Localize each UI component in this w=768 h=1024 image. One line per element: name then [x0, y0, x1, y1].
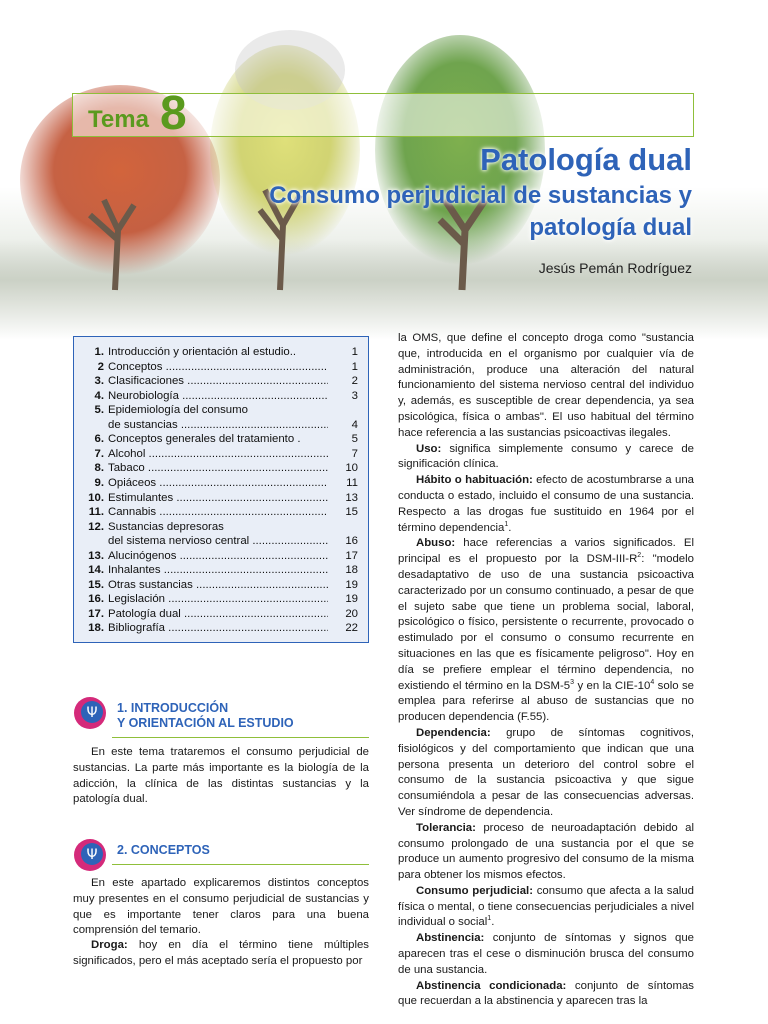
- toc-entry-page: 3: [351, 389, 358, 402]
- toc-entry-number: 17.: [88, 607, 104, 620]
- toc-entry-label: Alcohol .....: [108, 447, 328, 461]
- toc-entry-label: Alucinógenos .....: [108, 549, 328, 563]
- toc-entry-page: 19: [345, 593, 358, 606]
- tema-label: Tema: [88, 106, 149, 133]
- uso-definition: Uso: significa simplemente consumo y carece de significación clínica.: [398, 442, 694, 471]
- section-1-text: En este tema trataremos el consumo perjudicial de sustancias. La parte más importante es la biología de la adicción, la clínica de las distintas sustancias y la patología dual.: [73, 746, 369, 806]
- toc-entry-number: 14.: [88, 564, 104, 577]
- toc-entry-page: 13: [345, 491, 358, 504]
- toc-entry-page: 4: [351, 418, 358, 431]
- consumo-perjudicial-definition: Consumo perjudicial: consumo que afecta a la salud física o mental, o tiene consecuencias perjudiciales a nivel individual o social$^1$.: [398, 884, 694, 929]
- toc-entry-label: Inhalantes .....: [108, 563, 328, 577]
- toc-entry-page: 18: [345, 564, 358, 577]
- toc-entry-page: 16: [345, 535, 358, 548]
- habito-definition: Hábito o habituación: efecto de acostumbrarse a una conducta o estado, incluido el consumo de una sustancia. Respecto a las drogas fue sustituido en 1964 por el término dependencia$^1$.: [398, 474, 694, 534]
- toc-entry-label: Opiáceos .....: [108, 476, 328, 490]
- author-name: Jesús Pemán Rodríguez: [538, 260, 692, 276]
- section-2-rule: [112, 864, 369, 865]
- toc-entry-label: de sustancias .....: [108, 418, 328, 432]
- psi-head-icon: [73, 838, 107, 872]
- toc-entry-label: Bibliografía .....: [108, 621, 328, 635]
- tema-number: 8: [160, 87, 187, 140]
- toc-entry-label: Conceptos generales del tratamiento .: [108, 433, 301, 446]
- abuso-definition: Abuso: hace referencias a varios significados. El principal es el propuesto por la DSM-$III-R^2$: "modelo desadaptativo de uso de una sustancia psicoactiva caracterizado por un consumo continuado, a pesar de que el sujeto sabe que tiene un problema social, laboral, psicológico o físico, persistente o recurrente, provocado o estimulado por el consumo o consumo recurrente en situaciones en las que es físicamente peligroso". Hoy en día se prefiere emplear el término dependencia, no existiendo el término en la DSM-$5^3$ y en la CIE-$10^4$ solo se emplea para referirse al abuso de sustancias que no producen dependencia (F.55).: [398, 537, 695, 724]
- toc-entry-label: del sistema nervioso central .....: [108, 534, 328, 548]
- toc-entry-label: Cannabis .....: [108, 505, 328, 519]
- toc-entry-label: Otras sustancias .....: [108, 578, 328, 592]
- chapter-subtitle: Consumo perjudicial de sustancias y patología dual: [269, 182, 692, 241]
- toc-entry-number: 4.: [94, 389, 104, 402]
- tolerancia-definition: Tolerancia: proceso de neuroadaptación debido al consumo prolongado de una sustancia por el que se produce un aumento progresivo del consumo de la misma para obtener los mismos efectos.: [398, 821, 694, 882]
- toc-entry-label: Conceptos .....: [108, 360, 328, 374]
- toc-entry-number: 2: [97, 360, 104, 373]
- toc-entry-label: Neurobiología .....: [108, 389, 328, 403]
- toc-entry-label: Patología dual .....: [108, 607, 328, 621]
- toc-entry-number: 18.: [88, 622, 104, 635]
- toc-entry-page: 11: [346, 476, 358, 489]
- toc-entry-page: 5: [351, 433, 358, 446]
- toc-entry-label: Legislación .....: [108, 592, 328, 606]
- toc-entry-number: 8.: [94, 462, 104, 475]
- toc-entry-page: 2: [351, 375, 358, 388]
- toc-entry-number: 13.: [88, 549, 104, 562]
- dependencia-definition: Dependencia: grupo de síntomas cognitivos, fisiológicos y del comportamiento que indican que una persona presenta un deterioro del control sobre el consumo de la sustancia psicoactiva y que sigue consumiéndola a pesar de las consecuencias adversas. Ver síndrome de dependencia.: [398, 726, 694, 818]
- oms-paragraph: la OMS, que define el concepto droga como "sustancia que, introducida en el organismo por cualquier vía de administración, produce una alteración del natural funcionamiento del sistema nervioso central del individuo y, además, es susceptible de crear dependencia, ya sea psicológica, física o ambas". El uso habitual del término hace referencia a las sustancias psicoactivas ilegales.: [398, 332, 694, 439]
- toc-entry-number: 3.: [94, 375, 104, 388]
- chapter-title: Patología dual: [480, 142, 692, 177]
- toc-entry-label: Sustancias depresoras: [108, 520, 224, 533]
- toc-entry-number: 7.: [94, 447, 104, 460]
- toc-entry-page: 1: [351, 360, 358, 373]
- toc-entry-page: 10: [345, 462, 358, 475]
- droga-definition: Droga: hoy en día el término tiene múltiples significados, pero el más aceptado sería el propuesto por: [73, 939, 369, 967]
- toc-entry-number: 12.: [88, 520, 104, 533]
- psi-head-icon: [73, 696, 107, 730]
- svg-text:Ψ: Ψ: [86, 847, 98, 863]
- toc-entry-number: 1.: [94, 346, 104, 358]
- toc-entry-label: Tabaco .....: [108, 461, 328, 475]
- section-2-text: En este apartado explicaremos distintos conceptos muy presentes en el consumo perjudicial de sustancias y que es importante tener claros para una buena comprensión del temario.: [73, 877, 369, 937]
- toc-entry-label: Introducción y orientación al estudio..: [108, 346, 297, 358]
- table-of-contents: [73, 336, 369, 643]
- toc-entry-page: 7: [351, 447, 358, 460]
- toc-entry-label: Epidemiología del consumo: [108, 404, 248, 417]
- section-2-title: 2. CONCEPTOS: [117, 843, 210, 857]
- toc-entry-number: 10.: [88, 491, 104, 504]
- toc-entry-number: 16.: [88, 593, 104, 606]
- toc-entry-number: 9.: [94, 476, 104, 489]
- toc-entry-number: 11.: [88, 506, 104, 519]
- right-column: [398, 331, 694, 1010]
- toc-entry-label: Clasificaciones .....: [108, 374, 328, 388]
- toc-entry-page: 20: [345, 607, 358, 620]
- toc-entry-number: 15.: [88, 578, 104, 591]
- section-1-title: 1. INTRODUCCIÓN Y ORIENTACIÓN AL ESTUDIO: [117, 701, 294, 730]
- toc-entry-page: 22: [345, 622, 358, 635]
- toc-entry-page: 15: [345, 506, 358, 519]
- toc-entry-number: 6.: [94, 433, 104, 446]
- abstinencia-condicionada-definition: Abstinencia condicionada: conjunto de síntomas que recuerdan a la abstinencia y aparecen tras la: [398, 979, 694, 1008]
- toc-entry-number: 5.: [94, 404, 104, 417]
- section-1-rule: [112, 737, 369, 738]
- toc-entry-page: 1: [351, 346, 358, 358]
- abstinencia-definition: Abstinencia: conjunto de síntomas y signos que aparecen tras el cese o disminución brusca del consumo de una sustancia.: [398, 932, 694, 976]
- toc-entry-page: 17: [345, 549, 358, 562]
- toc-entry-label: Estimulantes .....: [108, 491, 328, 505]
- toc-entry-page: 19: [345, 578, 358, 591]
- svg-text:Ψ: Ψ: [86, 705, 98, 721]
